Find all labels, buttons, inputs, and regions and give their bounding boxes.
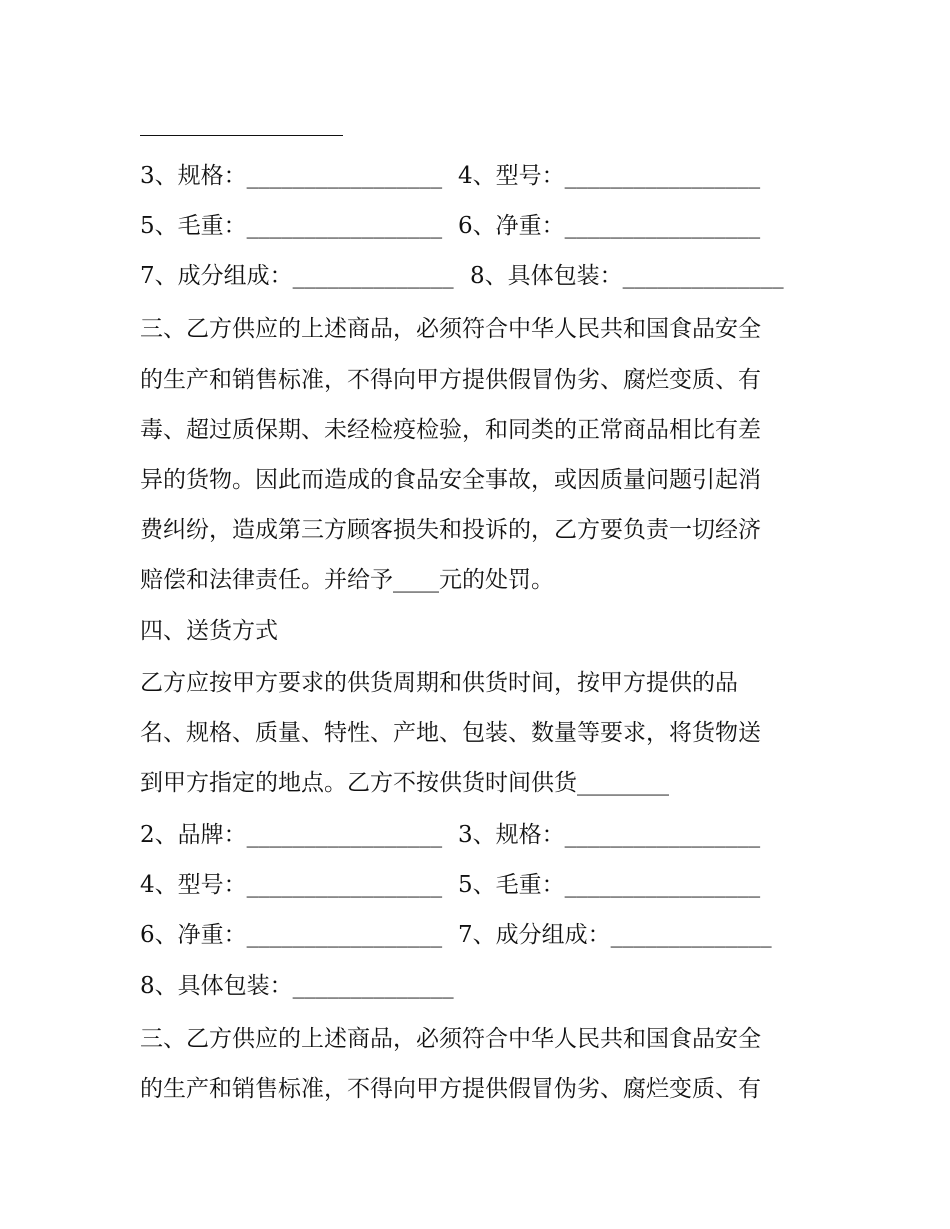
paragraph-line: 的生产和销售标准，不得向甲方提供假冒伪劣、腐烂变质、有 — [140, 1076, 761, 1102]
spec-line-7: 8、具体包装：______________ — [140, 973, 454, 999]
spec-item: 7、成分组成：______________ — [140, 263, 454, 289]
paragraph-line: 三、乙方供应的上述商品，必须符合中华人民共和国食品安全 — [140, 1026, 761, 1052]
spec-line-4 — [140, 818, 820, 852]
paragraph-line: 费纠纷，造成第三方顾客损失和投诉的，乙方要负责一切经济 — [140, 517, 761, 543]
spec-item: 3、规格：_________________ — [458, 822, 761, 848]
spec-line-6 — [140, 918, 820, 952]
spec-item: 5、毛重：_________________ — [458, 872, 761, 898]
spec-item: 4、型号：_________________ — [458, 163, 761, 189]
spec-item: 2、品牌：_________________ — [140, 822, 443, 848]
section-heading: 四、送货方式 — [140, 618, 278, 644]
paragraph-line: 异的货物。因此而造成的食品安全事故，或因质量问题引起消 — [140, 467, 761, 493]
spec-item: 7、成分组成：______________ — [458, 922, 772, 948]
spec-item: 6、净重：_________________ — [458, 213, 761, 239]
paragraph-line: 名、规格、质量、特性、产地、包装、数量等要求，将货物送 — [140, 720, 761, 746]
paragraph-line: 乙方应按甲方要求的供货周期和供货时间，按甲方提供的品 — [140, 670, 738, 696]
spec-item: 6、净重：_________________ — [140, 922, 443, 948]
paragraph-line: 三、乙方供应的上述商品，必须符合中华人民共和国食品安全 — [140, 316, 761, 342]
spec-line-3 — [140, 259, 820, 293]
spec-item: 8、具体包装：______________ — [470, 263, 784, 289]
paragraph-line: 赔偿和法律责任。并给予____元的处罚。 — [140, 567, 554, 593]
spec-item: 4、型号：_________________ — [140, 872, 443, 898]
spec-line-5 — [140, 868, 820, 902]
spec-line-1 — [140, 159, 820, 193]
paragraph-line: 到甲方指定的地点。乙方不按供货时间供货________ — [140, 770, 669, 796]
paragraph-line: 毒、超过质保期、未经检疫检验，和同类的正常商品相比有差 — [140, 417, 761, 443]
spec-item: 3、规格：_________________ — [140, 163, 443, 189]
spec-line-2 — [140, 209, 820, 243]
top-blank-rule — [140, 135, 343, 136]
spec-item: 5、毛重：_________________ — [140, 213, 443, 239]
paragraph-line: 的生产和销售标准，不得向甲方提供假冒伪劣、腐烂变质、有 — [140, 367, 761, 393]
